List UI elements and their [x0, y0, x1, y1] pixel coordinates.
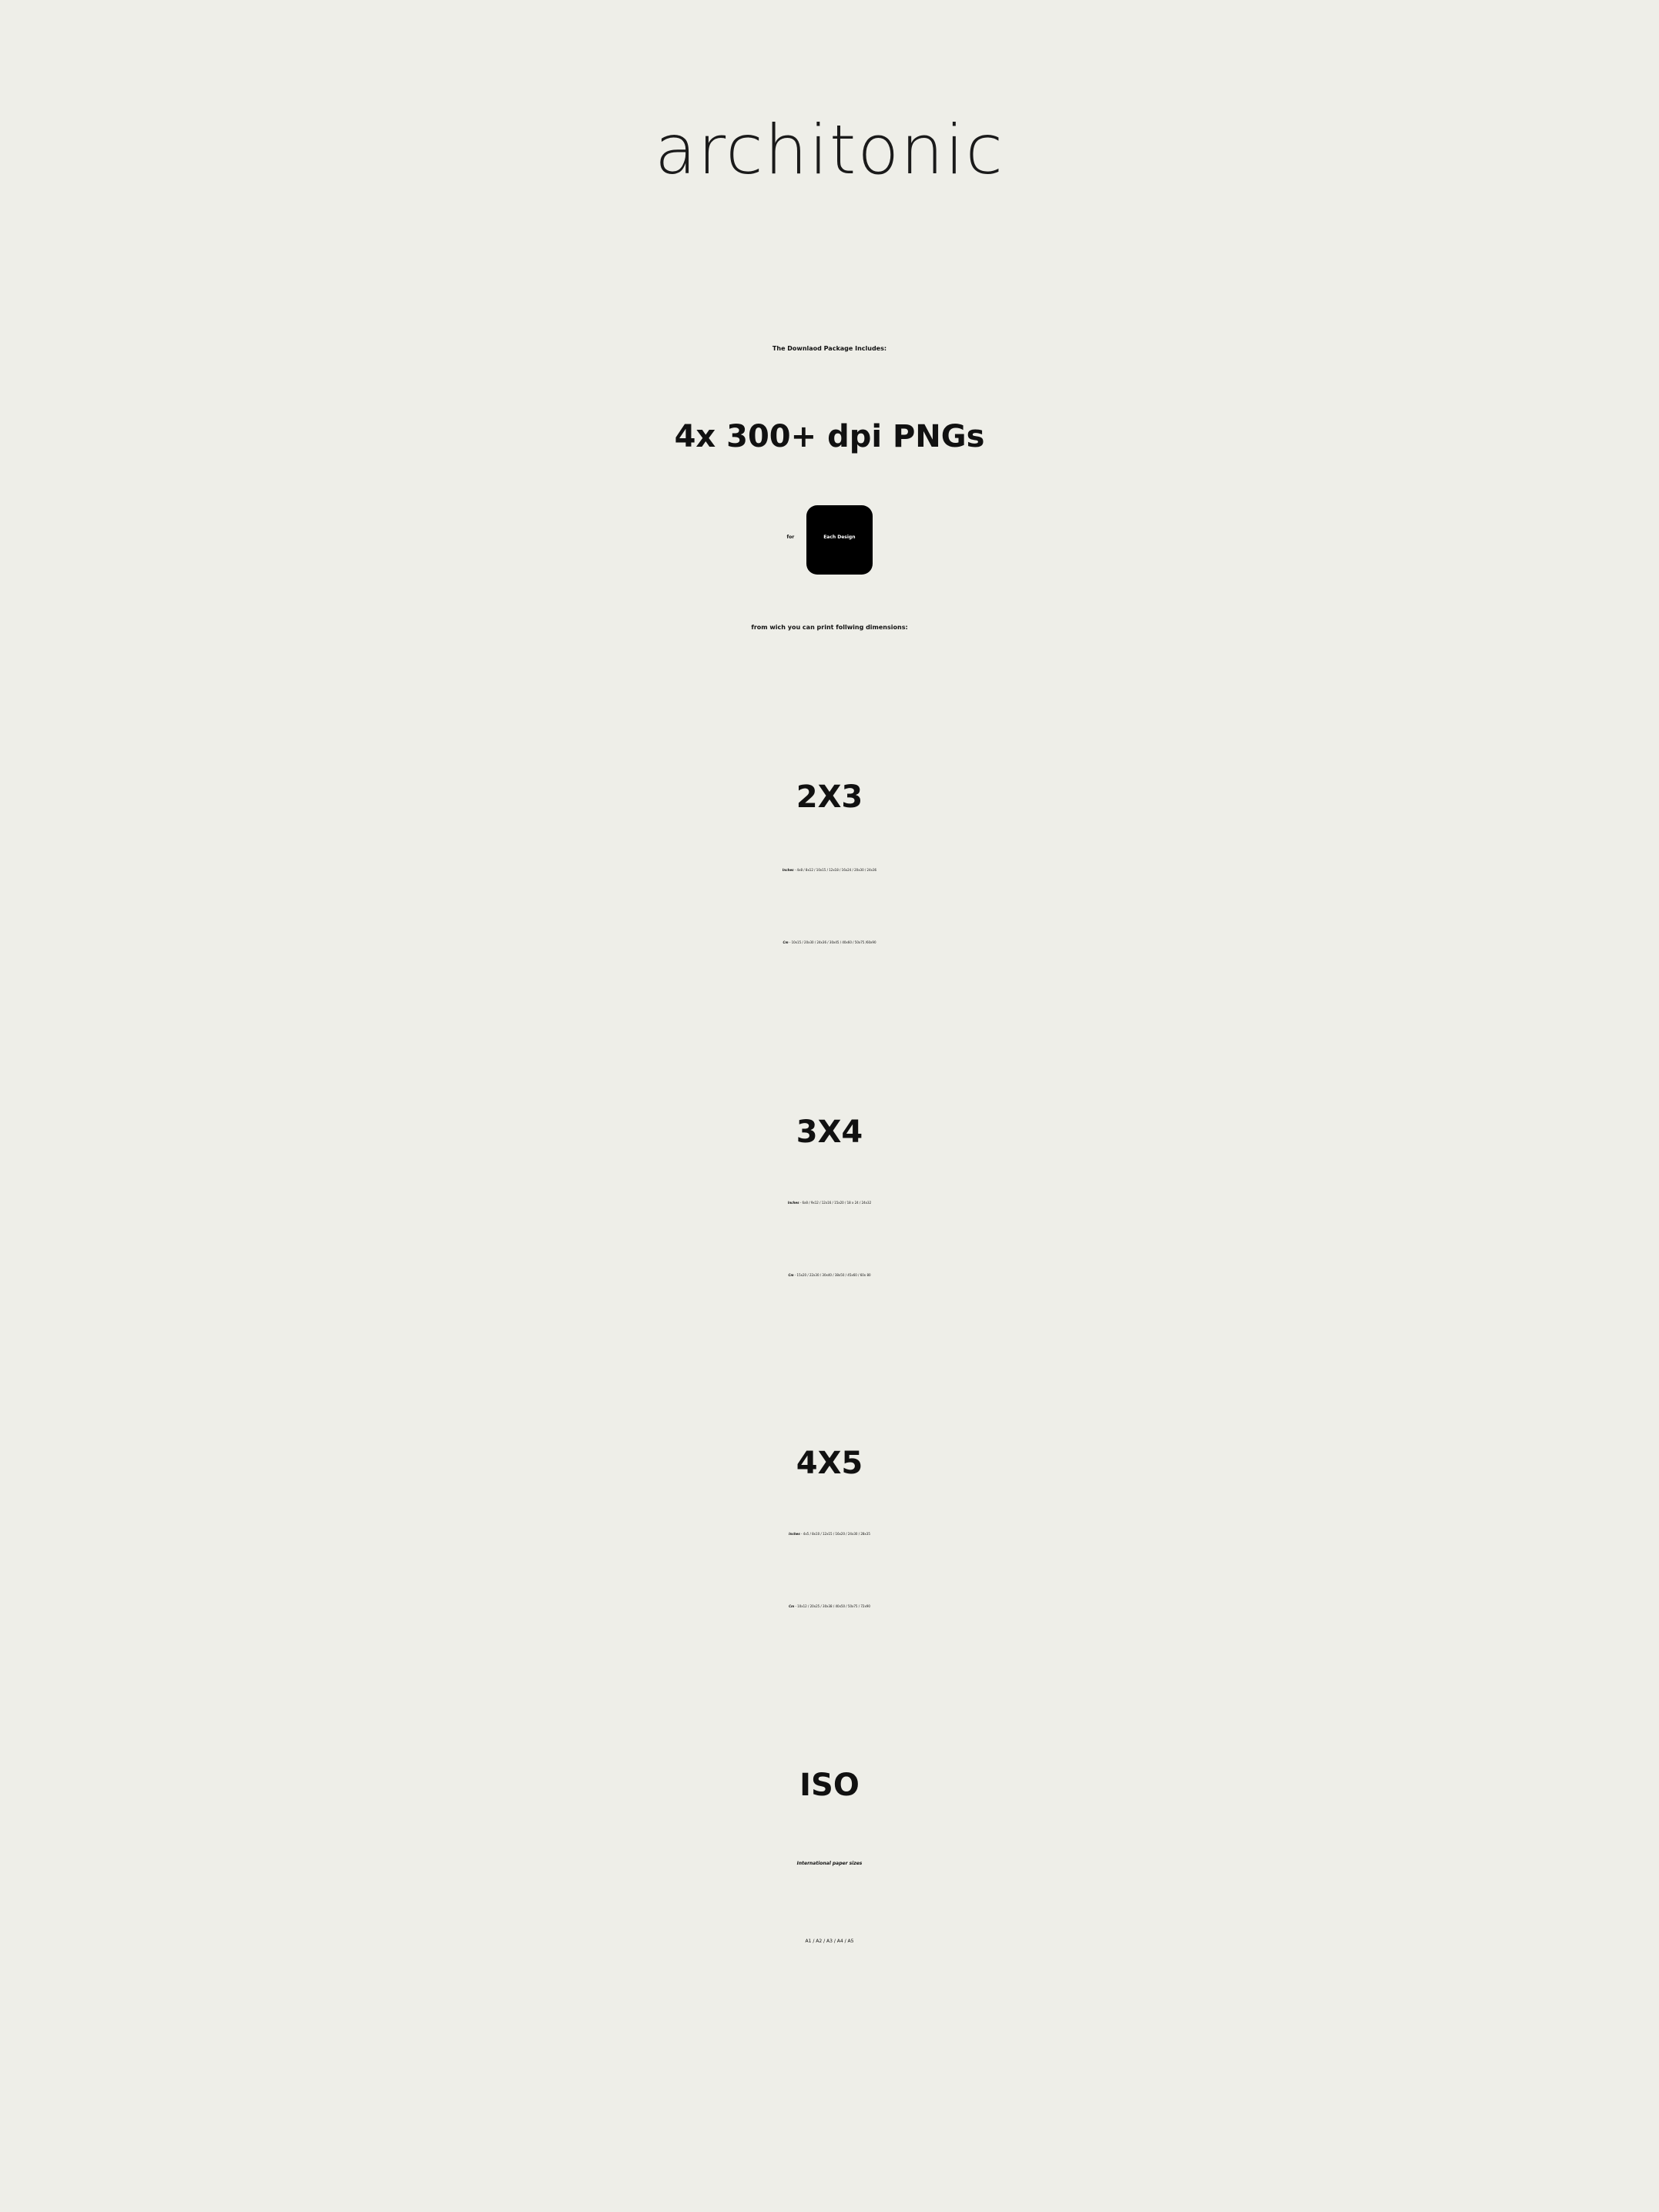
iso-sizes: A1 / A2 / A3 / A4 / A5	[805, 1939, 854, 1944]
each-design-badge: Each Design	[806, 505, 872, 575]
inches-line-2x3	[0, 838, 1659, 903]
iso-title: ISO	[799, 1768, 860, 1803]
cm-label: Cm	[783, 940, 789, 944]
cm-values: - 10x15 / 20x30 / 24x36 / 30x45 / 40x60 / 50x75 /60x90	[788, 940, 876, 944]
cm-values: - 15x20 / 22x30 / 30x40 / 38x50 / 45x60 / 60x 80	[793, 1273, 871, 1277]
ratio-title-4x5: 4X5	[796, 1446, 863, 1481]
cm-line-3x4	[0, 1243, 1659, 1308]
ratio-title-2x3: 2X3	[796, 779, 863, 815]
package-heading: The Downlaod Package Includes:	[772, 345, 887, 352]
inches-label: Inches	[787, 1201, 799, 1205]
inches-values: - 6x8 / 9x12 / 12x16 / 15x20 / 18 x 24 / 24x32	[799, 1201, 872, 1205]
each-design-line	[0, 501, 1659, 575]
iso-subtitle: International paper sizes	[796, 1861, 863, 1866]
dimensions-intro: from wich you can print follwing dimensions:	[751, 624, 908, 631]
inches-values: - 4x8 / 8x12 / 10x15 / 12x18 / 16x24 / 20x30 / 24x36	[793, 868, 877, 872]
cm-values: - 10x12 / 20x25 / 30x38 / 40x50 / 50x75 / 72x90	[794, 1604, 870, 1608]
png-count-headline: 4x 300+ dpi PNGs	[674, 419, 985, 454]
ratio-title-3x4: 3X4	[796, 1114, 863, 1150]
cm-line-2x3	[0, 910, 1659, 975]
for-label: for	[786, 535, 795, 540]
inches-line-4x5	[0, 1502, 1659, 1567]
inches-label: Inches	[782, 868, 794, 872]
cm-label: Cm	[788, 1273, 794, 1277]
inches-label: Inches	[789, 1532, 800, 1536]
cm-label: Cm	[789, 1604, 795, 1608]
inches-line-3x4	[0, 1171, 1659, 1235]
architonic-logo: architonic	[655, 110, 1004, 189]
cm-line-4x5	[0, 1574, 1659, 1639]
inches-values: - 4x5 / 8x10 / 12x15 / 16x20 / 24x30 / 28x35	[799, 1532, 870, 1536]
